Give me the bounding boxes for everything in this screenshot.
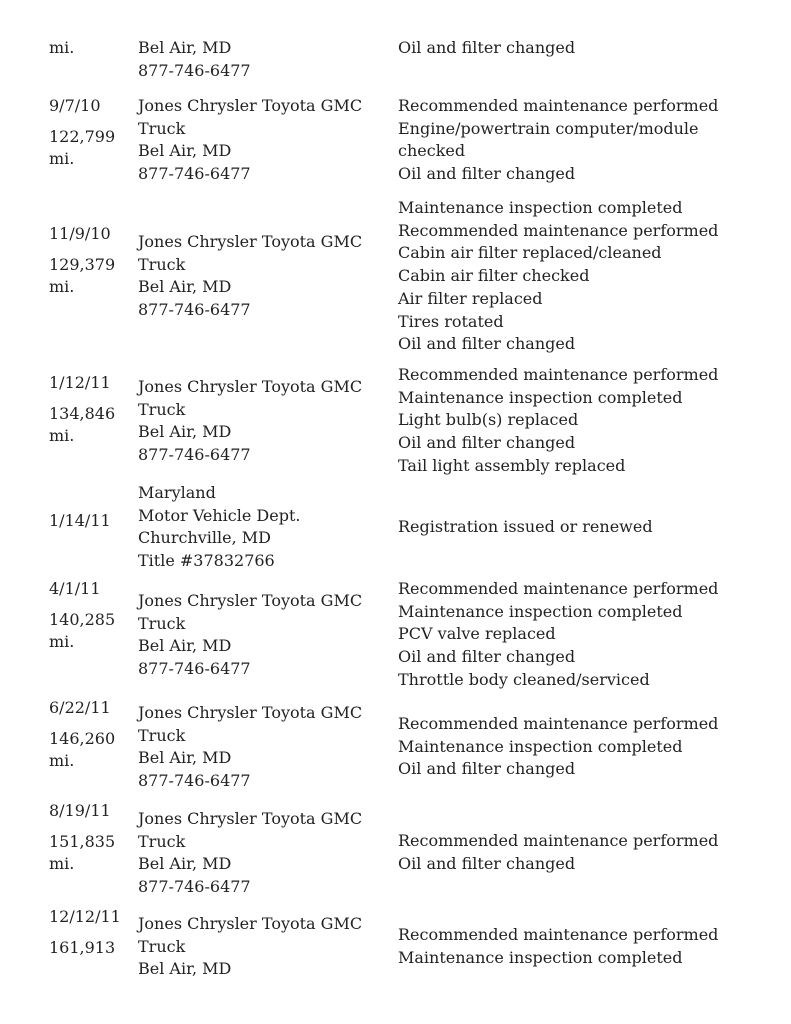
details-column [398,197,718,356]
details-column [398,37,575,60]
source-line: Truck [138,725,186,745]
detail-line: Maintenance inspection completed [398,387,683,407]
source-line: Truck [138,399,186,419]
source-line: 877-746-6477 [138,300,251,320]
source-line: Truck [138,936,186,956]
source-line: Jones Chrysler Toyota GMC [138,377,363,396]
date-value: 12/12/11 [49,907,121,926]
date-column [49,37,74,60]
date-column [49,223,116,299]
mileage-value: 146,260 mi. [49,728,116,771]
date-value: 8/19/11 [49,801,111,820]
details-column [398,924,718,969]
details-column [398,95,718,186]
source-line: Bel Air, MD [138,636,232,656]
source-line: 877-746-6477 [138,877,251,897]
mileage-value: 140,285 mi. [49,609,116,652]
source-line: Title #37832766 [138,551,275,571]
detail-line: Tires rotated [398,311,504,331]
detail-line: checked [398,141,466,161]
detail-line: Recommended maintenance performed [398,714,719,733]
detail-line: Recommended maintenance performed [398,220,719,240]
source-line: Bel Air, MD [138,422,232,442]
detail-line: Maintenance inspection completed [398,601,683,621]
source-line: Jones Chrysler Toyota GMC [138,232,363,251]
detail-line: Cabin air filter replaced/cleaned [398,243,662,263]
mileage-value: 122,799 mi. [49,126,116,169]
detail-line: Oil and filter changed [398,433,576,453]
source-column [138,231,362,322]
detail-line: Oil and filter changed [398,759,576,779]
source-line: Motor Vehicle Dept. [138,505,301,525]
details-column [398,516,653,539]
source-column [138,808,362,899]
detail-line: Maintenance inspection completed [398,947,683,967]
source-column [138,702,362,793]
detail-line: Recommended maintenance performed [398,925,719,944]
source-line: 877-746-6477 [138,60,251,80]
source-column [138,913,362,981]
source-line: Truck [138,831,186,851]
mileage-value: mi. [49,38,75,57]
details-column [398,830,718,875]
mileage-value: 151,835 mi. [49,831,116,874]
source-line: Bel Air, MD [138,854,232,874]
source-line: 877-746-6477 [138,659,251,679]
detail-line: Registration issued or renewed [398,517,653,536]
detail-line: Maintenance inspection completed [398,198,683,217]
detail-line: Oil and filter changed [398,38,576,57]
date-column [49,800,116,876]
detail-line: Recommended maintenance performed [398,365,719,384]
source-line: Churchville, MD [138,528,272,548]
details-column [398,578,718,692]
source-line: Bel Air, MD [138,141,232,161]
source-line: Maryland [138,483,216,502]
details-column [398,364,718,478]
source-column [138,37,251,82]
source-line: Bel Air, MD [138,959,232,979]
date-column [49,510,111,533]
detail-line: Cabin air filter checked [398,266,590,286]
date-value: 6/22/11 [49,698,111,717]
source-column [138,95,362,186]
source-line: 877-746-6477 [138,445,251,465]
date-value: 4/1/11 [49,579,101,598]
source-line: Jones Chrysler Toyota GMC [138,96,363,115]
source-line: Bel Air, MD [138,748,232,768]
detail-line: Oil and filter changed [398,164,576,184]
source-line: 877-746-6477 [138,771,251,791]
date-value: 1/14/11 [49,511,111,530]
date-column [49,95,116,171]
detail-line: Tail light assembly replaced [398,455,626,475]
date-value: 1/12/11 [49,373,111,392]
details-column [398,713,718,781]
mileage-value: 134,846 mi. [49,403,116,446]
source-line: Jones Chrysler Toyota GMC [138,809,363,828]
source-line: Truck [138,613,186,633]
detail-line: Recommended maintenance performed [398,579,719,598]
mileage-value: 129,379 mi. [49,254,116,297]
date-value: 9/7/10 [49,96,101,115]
source-line: Jones Chrysler Toyota GMC [138,703,363,722]
detail-line: Air filter replaced [398,288,543,308]
detail-line: Engine/powertrain computer/module [398,118,699,138]
source-line: Truck [138,118,186,138]
detail-line: Recommended maintenance performed [398,96,719,115]
date-column [49,697,116,773]
date-column [49,372,116,448]
detail-line: PCV valve replaced [398,624,556,644]
detail-line: Throttle body cleaned/serviced [398,669,650,689]
source-column [138,590,362,681]
source-line: 877-746-6477 [138,164,251,184]
source-column [138,376,362,467]
source-line: Jones Chrysler Toyota GMC [138,591,363,610]
detail-line: Maintenance inspection completed [398,736,683,756]
date-value: 11/9/10 [49,224,111,243]
source-line: Bel Air, MD [138,38,232,57]
detail-line: Oil and filter changed [398,647,576,667]
detail-line: Recommended maintenance performed [398,831,719,850]
source-line: Jones Chrysler Toyota GMC [138,914,363,933]
detail-line: Oil and filter changed [398,853,576,873]
mileage-value: 161,913 [49,937,116,957]
date-column [49,578,116,654]
date-column [49,906,121,959]
source-line: Truck [138,254,186,274]
source-column [138,482,300,573]
detail-line: Light bulb(s) replaced [398,410,579,430]
detail-line: Oil and filter changed [398,334,576,354]
source-line: Bel Air, MD [138,277,232,297]
